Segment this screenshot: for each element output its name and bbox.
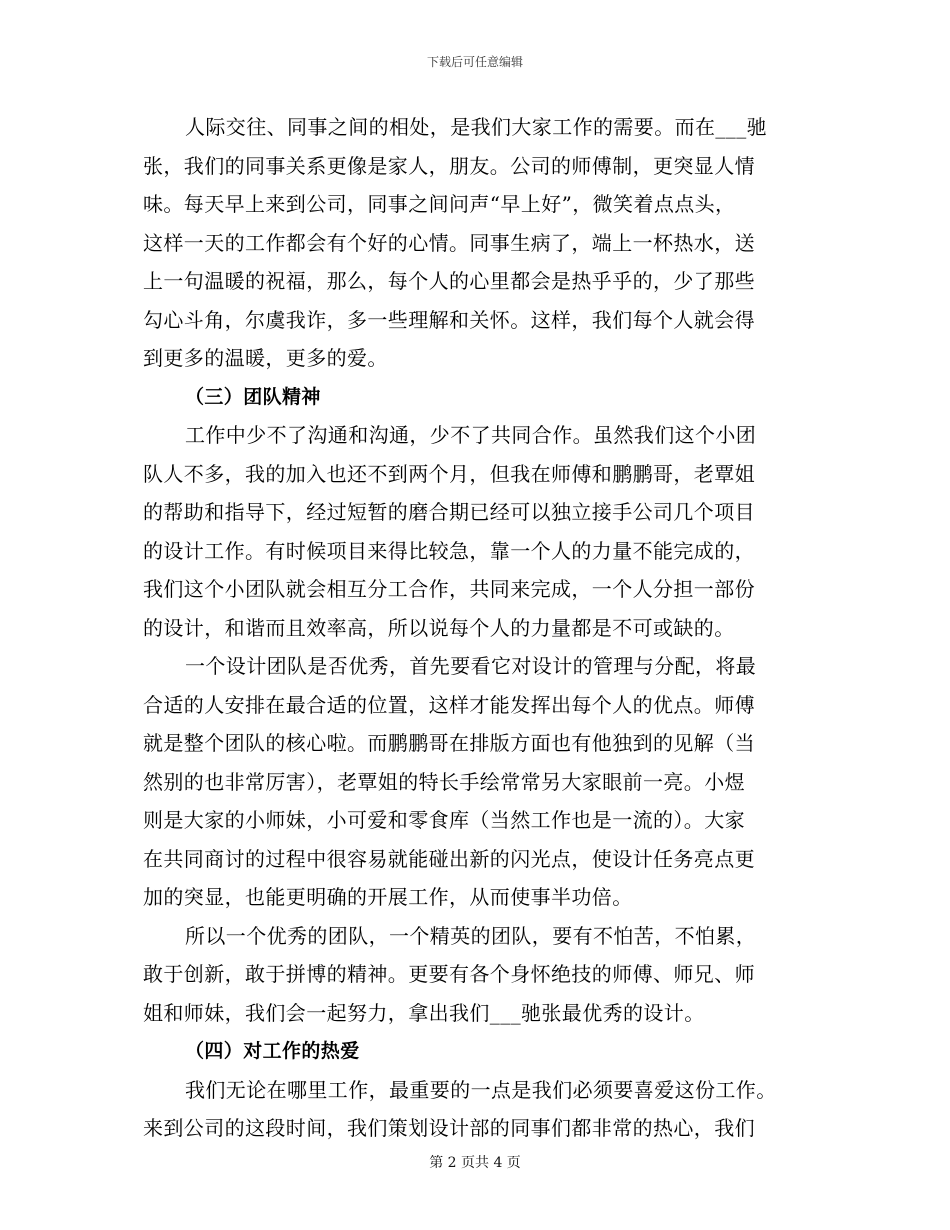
paragraph-line: 在共同商讨的过程中很容易就能碰出新的闪光点，使设计任务亮点更 xyxy=(143,846,755,871)
paragraph-line: 则是大家的小师妹，小可爱和零食库（当然工作也是一流的）。大家 xyxy=(143,808,745,832)
paragraph-line: 味。每天早上来到公司，同事之间问声“早上好”，微笑着点点头， xyxy=(143,192,736,216)
paragraph-line: 我们这个小团队就会相互分工合作，共同来完成，一个人分担一部份 xyxy=(143,577,755,601)
paragraph-line: 工作中少不了沟通和沟通，少不了共同合作。虽然我们这个小团 xyxy=(185,423,757,447)
page-footer: 第 2 页共 4 页 xyxy=(429,1155,521,1171)
paragraph-line: 的帮助和指导下，经过短暂的磨合期已经可以独立接手公司几个项目 xyxy=(143,500,755,524)
paragraph-line: 到更多的温暖，更多的爱。 xyxy=(143,346,388,370)
paragraph-line: 来到公司的这段时间，我们策划设计部的同事们都非常的热心，我们 xyxy=(143,1116,755,1140)
section-heading: （三）团队精神 xyxy=(185,385,321,408)
paragraph-line: 队人不多，我的加入也还不到两个月，但我在师傅和鹏鹏哥，老覃姐 xyxy=(143,461,755,486)
paragraph-line: 合适的人安排在最合适的位置，这样才能发挥出每个人的优点。师傅 xyxy=(143,692,755,717)
paragraph-line: 就是整个团队的核心啦。而鹏鹏哥在排版方面也有他独到的见解（当 xyxy=(143,731,755,755)
paragraph-line: 所以一个优秀的团队，一个精英的团队，要有不怕苦，不怕累， xyxy=(185,923,757,948)
paragraph-line: 加的突显，也能更明确的开展工作，从而使事半功倍。 xyxy=(143,885,633,909)
paragraph-line: 我们无论在哪里工作，最重要的一点是我们必须要喜爱这份工作。 xyxy=(185,1077,777,1102)
paragraph-line: 上一句温暖的祝福，那么，每个人的心里都会是热乎乎的，少了那些 xyxy=(143,269,755,293)
paragraph-line: 然别的也非常厉害），老覃姐的特长手绘常常另大家眼前一亮。小煜 xyxy=(143,769,745,794)
paragraph-line: 人际交往、同事之间的相处，是我们大家工作的需要。而在___驰 xyxy=(185,115,767,139)
paragraph-line: 的设计，和谐而且效率高，所以说每个人的力量都是不可或缺的。 xyxy=(143,615,735,640)
paragraph-line: 这样一天的工作都会有个好的心情。同事生病了，端上一杯热水，送 xyxy=(143,230,755,255)
paragraph-line: 敢于创新，敢于拼博的精神。更要有各个身怀绝技的师傅、师兄、师 xyxy=(143,962,755,986)
document-body xyxy=(143,108,815,1148)
paragraph-line: 一个设计团队是否优秀，首先要看它对设计的管理与分配，将最 xyxy=(185,654,757,678)
section-heading: （四）对工作的热爱 xyxy=(185,1040,360,1062)
page-header: 下载后可任意编辑 xyxy=(426,55,523,69)
paragraph-line: 勾心斗角，尔虞我诈，多一些理解和关怀。这样，我们每个人就会得 xyxy=(143,307,755,332)
paragraph-line: 张，我们的同事关系更像是家人，朋友。公司的师傅制，更突显人情 xyxy=(143,153,755,178)
paragraph-line: 的设计工作。有时候项目来得比较急，靠一个人的力量不能完成的， xyxy=(143,538,755,563)
paragraph-line: 姐和师妹，我们会一起努力，拿出我们___驰张最优秀的设计。 xyxy=(143,1000,705,1025)
